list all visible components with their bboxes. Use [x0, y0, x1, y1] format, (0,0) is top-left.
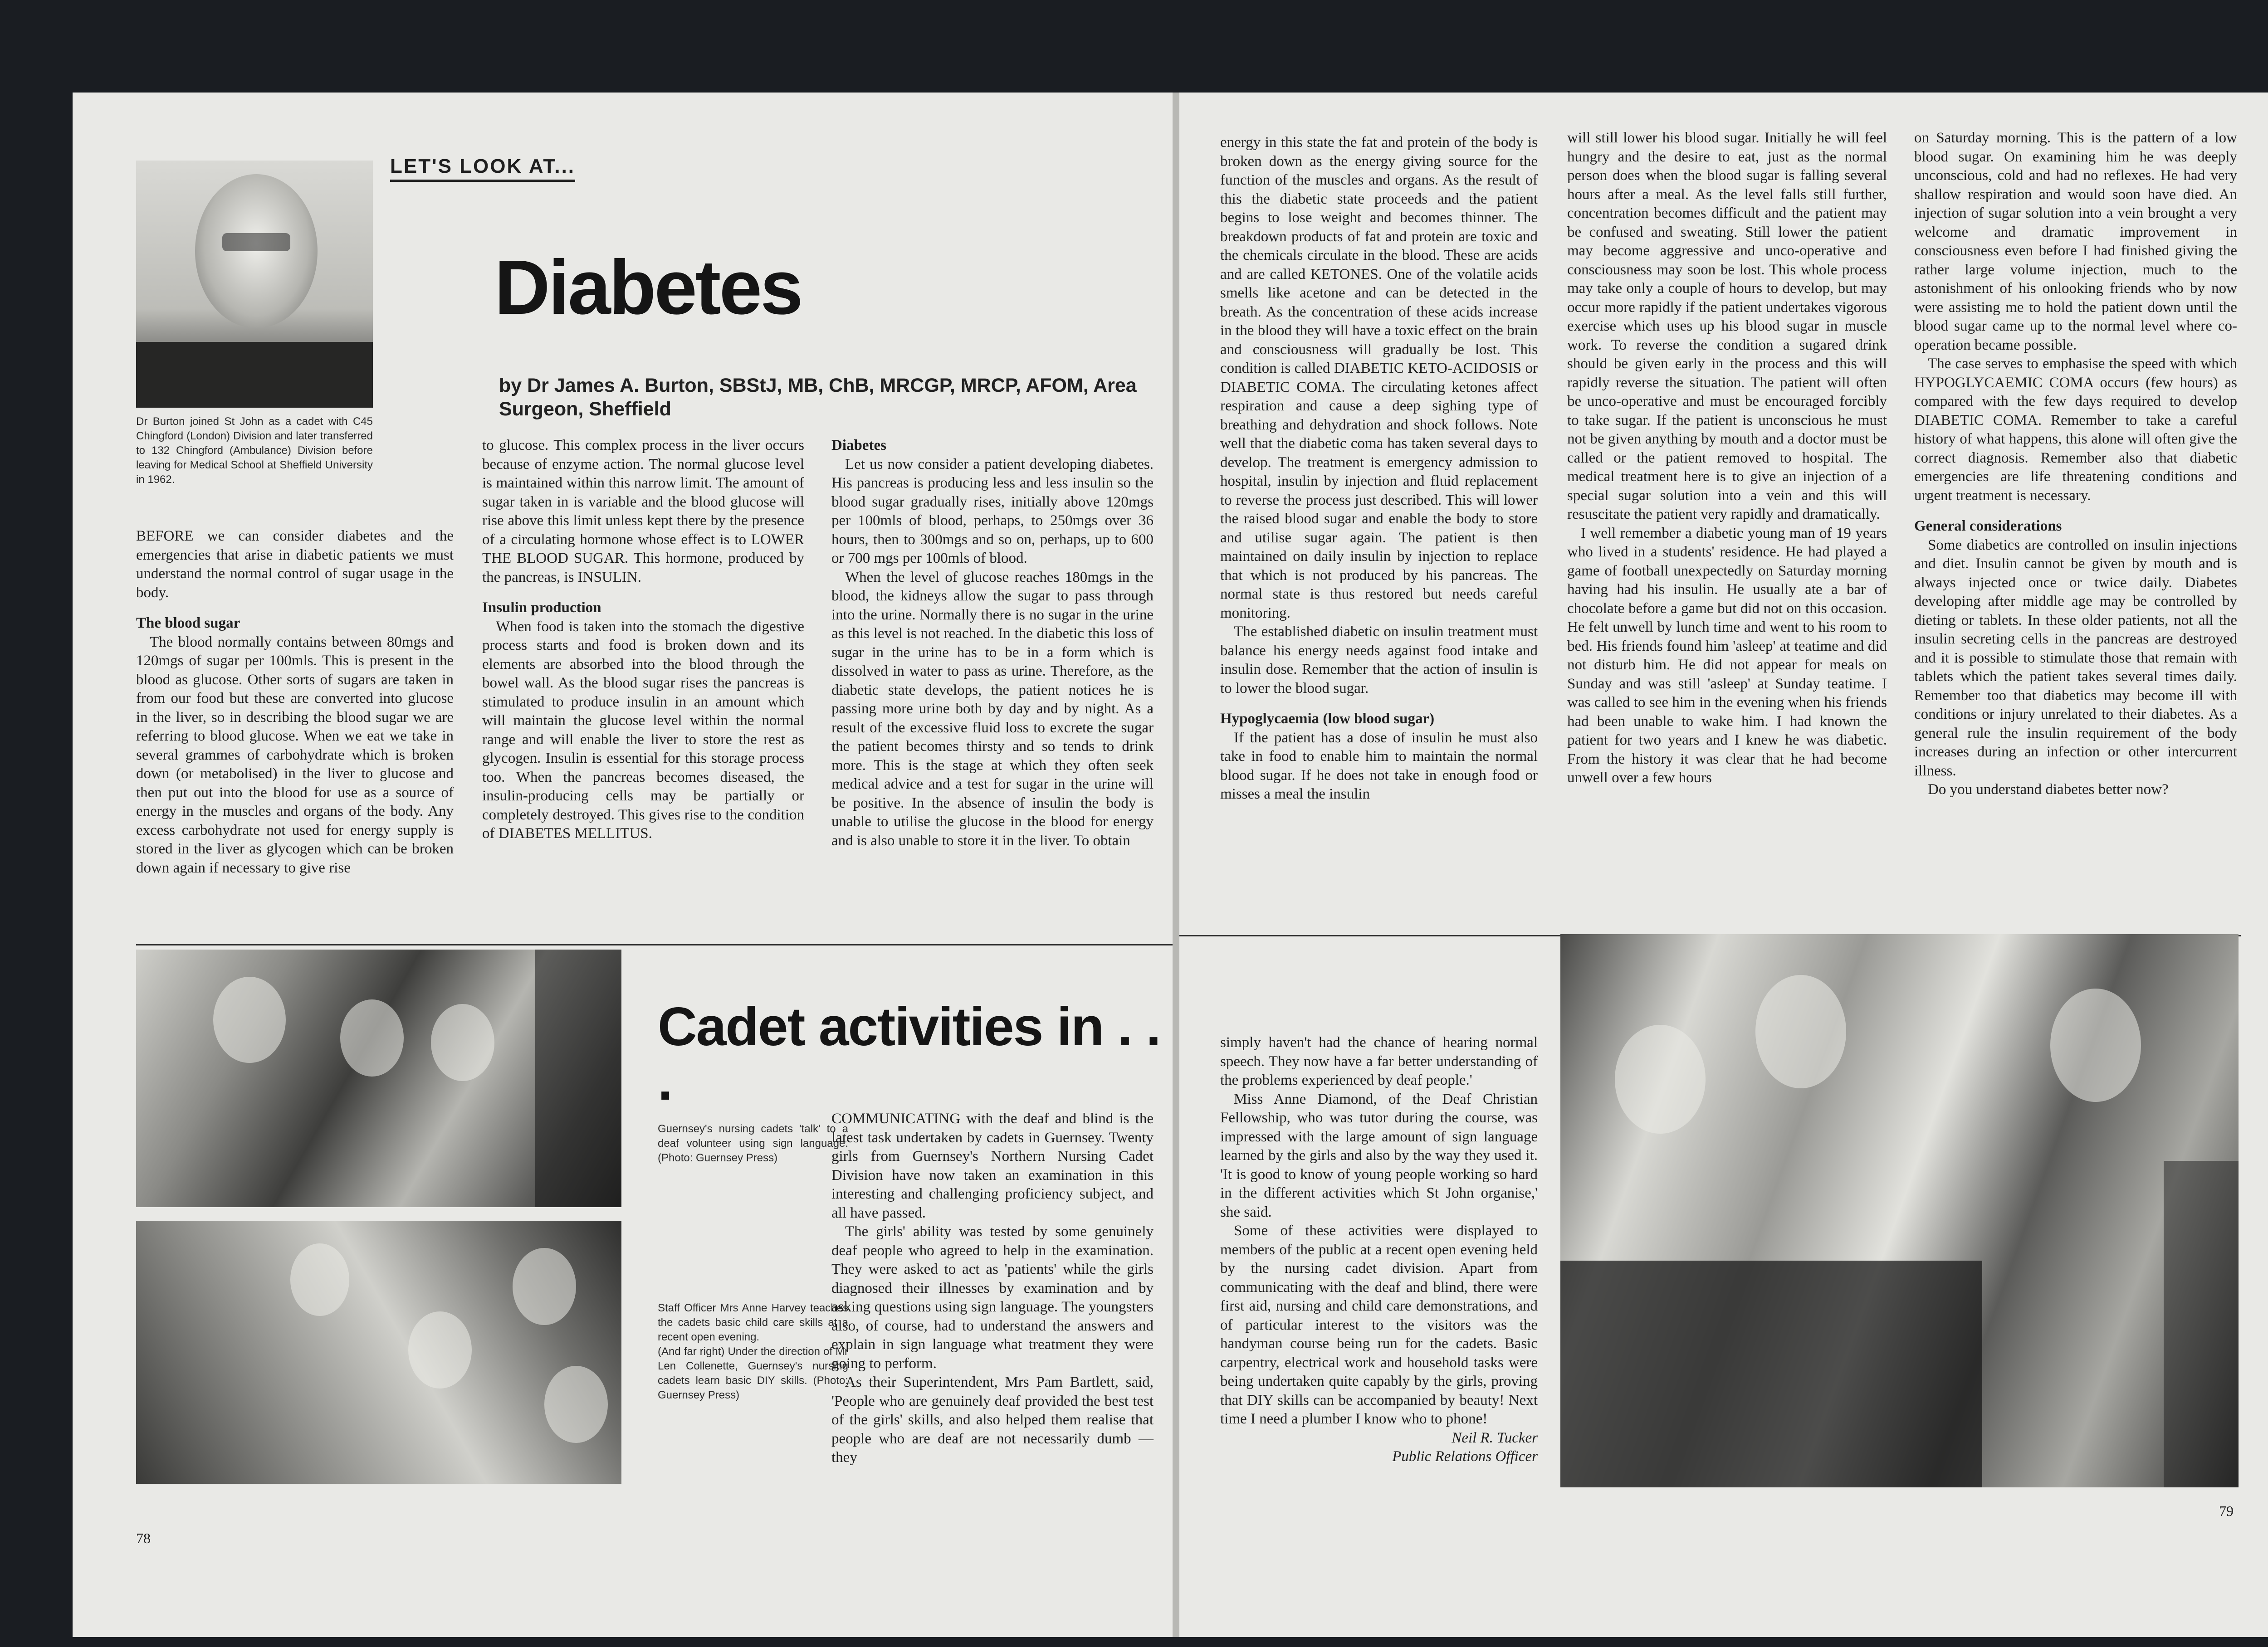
paragraph: The established diabetic on insulin treatment must balance his energy needs against food intake and insulin dose. Remember that the action of insulin is to lower the blood sugar.: [1220, 624, 1538, 697]
signature-name: Neil R. Tucker: [1452, 1429, 1538, 1446]
cadet-title: Cadet activities in . . .: [658, 996, 1160, 1111]
paragraph: Miss Anne Diamond, of the Deaf Christian Fellowship, who was tutor during the course, was impressed with the large amount of sign language learned by the girls and also by the way they used it. 'It is good to know of young people working so hard in the different activities which St John organise,' she said.: [1220, 1091, 1538, 1220]
byline: by Dr James A. Burton, SBStJ, MB, ChB, MRCGP, MRCP, AFOM, Area Surgeon, Sheffield: [499, 375, 1137, 420]
paragraph: COMMUNICATING with the deaf and blind is the latest task undertaken by cadets in Guernsey. Twenty girls from Guernsey's Northern Nursing Cadet Division have now taken an examination in this interesting and challenging proficiency subject, and all have passed.: [831, 1111, 1154, 1221]
section-heading: Insulin production: [482, 599, 601, 616]
paragraph: BEFORE we can consider diabetes and the emergencies that arise in diabetic patients we must understand the normal control of sugar usage in the body.: [136, 528, 454, 601]
diabetes-col-2: [482, 436, 804, 843]
paragraph: will still lower his blood sugar. Initially he will feel hungry and the desire to eat, just as the normal person does when the blood sugar is falling several hours after a meal. As the level falls still further, concentration becomes difficult and the patient may be confused and sweating. Still lower the patient may become aggressive and unco-operative and consciousness may soon be lost. This whole process may take only a couple of hours to develop, but may occur more rapidly if the patient undertakes vigorous exercise which uses up his blood sugar in muscle work. To reverse the condition a sugared drink should be given early in the process and this will rapidly reverse the situation. The patient will often be unco-operative and must be encouraged forcibly to take sugar. If the patient is unconscious he must not be given anything by mouth and a doctor must be called or the patient removed to hospital. The medical treatment here is to give an injection of a special sugar solution into a vein and this will resuscitate the patient very rapidly and dramatically.: [1567, 130, 1887, 522]
diabetes-col-6: [1914, 129, 2237, 799]
section-heading: The blood sugar: [136, 615, 240, 631]
photo-child-care: [136, 1221, 621, 1484]
diabetes-col-5: [1567, 129, 1887, 788]
paragraph: The case serves to emphasise the speed with which HYPOGLYCAEMIC COMA occurs (few hours) as compared with the few days required to develop DIABETIC COMA. Remember to take a careful history of what happens, this alone will often give the correct diagnosis. Remember also that diabetic emergencies are life threatening conditions and urgent treatment is necessary.: [1914, 356, 2237, 504]
diabetes-col-1: [136, 527, 454, 877]
cadet-col-right: [1220, 1033, 1538, 1467]
paragraph: Let us now consider a patient developing diabetes. His pancreas is producing less and less insulin so the blood sugar gradually rises, initially above 120mgs per 100mls of blood, perhaps, to 250mgs over 36 hours, then to 300mgs and so on, perhaps, up to 600 or 700 mgs per 100mls of blood.: [831, 456, 1154, 566]
caption-sign-language: Guernsey's nursing cadets 'talk' to a deaf volunteer using sign language. (Photo: Guernsey Press): [658, 1123, 848, 1164]
paragraph: I well remember a diabetic young man of 19 years who lived in a students' residence. He had played a game of football unexpectedly on Saturday morning having had his insulin. He usually ate a bar of chocolate before a game but did not on this occasion. He felt unwell by lunch time and went to his room to bed. His friends found him 'asleep' at teatime and did not disturb him. He did not appear for meals on Sunday and was still 'asleep' at Sunday teatime. I was called to see him in the evening when his friends had been unable to wake him. I had known the patient for two years and I knew he was diabetic. From the history it was clear that he had become unwell over a few hours: [1567, 525, 1887, 786]
portrait-caption: Dr Burton joined St John as a cadet with C45 Chingford (London) Division and later transferred to 132 Chingford (Ambulance) Division before leaving for Medical School at Sheffield University in 1962.: [136, 415, 373, 486]
paragraph: energy in this state the fat and protein of the body is broken down as the energy giving source for the function of the muscles and organs. As the result of this the diabetic state proceeds and the patient begins to lose weight and becomes thinner. The breakdown products of fat and protein are toxic and the chemicals circulate in the blood. These are acids and are called KETONES. One of the volatile acids smells like acetone and can be detected in the breath. As the concentration of these acids increase in the blood they will have a toxic effect on the brain and consciousness will gradually be lost. This condition is called DIABETIC KETO-ACIDOSIS or DIABETIC COMA. The circulating ketones affect respiration and cause a deep sighing type of breathing and dehydration and shock follows. Note well that the diabetic coma has taken several days to develop. The treatment is emergency admission to hospital, insulin by injection and fluid replacement to reverse the process just described. This will lower the raised blood sugar and enable the body to store and utilise sugar again. The patient is then maintained on daily insulin by injection to replace that which is not produced by his pancreas. The normal state is thus restored but needs careful monitoring.: [1220, 134, 1538, 621]
section-heading: General considerations: [1914, 518, 2062, 534]
portrait-photo: [136, 161, 373, 408]
paragraph: When the level of glucose reaches 180mgs in the blood, the kidneys allow the sugar to pass through into the urine. Normally there is no sugar in the urine as this level is not reached. In the diabetic this loss of sugar in the urine has to be in a form which is dissolved in water to pass as urine. Therefore, as the diabetic state develops, the patient notices he is passing more urine both by day and by night. As a result of the excessive fluid loss to excrete the sugar the patient becomes thirsty and so tends to drink more. This is the stage at which they often seek medical advice and a test for sugar in the urine will be positive. In the absence of insulin the body is unable to utilise the glucose in the blood for energy and is also unable to store it in the liver. To obtain: [831, 569, 1154, 849]
cadet-col-left: [831, 1110, 1154, 1467]
caption-child-care: [658, 1301, 848, 1403]
article-title: Diabetes: [494, 244, 802, 331]
spine-gutter: [1173, 93, 1179, 1637]
photo-sign-language: [136, 950, 621, 1207]
paragraph: Do you understand diabetes better now?: [1928, 781, 2169, 798]
photo-diy-skills: [1560, 934, 2239, 1487]
left-page: [73, 93, 1173, 1637]
right-page: [1179, 93, 2268, 1637]
caption-diy-text: (And far right) Under the direction of Mr Len Collenette, Guernsey's nursing cadets learn basic DIY skills. (Photo: Guernsey Press): [658, 1345, 848, 1401]
diabetes-col-3: [831, 436, 1154, 850]
section-heading: Hypoglycaemia (low blood sugar): [1220, 711, 1435, 727]
page-number-right: 79: [2219, 1503, 2234, 1519]
page-number-left: 78: [136, 1530, 151, 1546]
paragraph: If the patient has a dose of insulin he must also take in food to enable him to maintain the normal blood sugar. If he does not take in enough food or misses a meal the insulin: [1220, 729, 1538, 802]
paragraph: The blood normally contains between 80mgs and 120mgs of sugar per 100mls. This is present in the blood as glucose. Other sorts of sugars are taken in from our food but these are converted into glucose in the liver, so in describing the blood sugar we are referring to blood glucose. When we eat we take in several grammes of carbohydrate which is broken down (or metabolised) in the liver to glucose and then put out into the blood for use as a source of energy in the muscles and organs of the body. Any excess carbohydrate not used for energy supply is stored in the liver as glycogen which can be broken down again if necessary to give rise: [136, 633, 454, 876]
paragraph: Some of these activities were displayed to members of the public at a recent open evening held by the nursing cadet division. Apart from communicating with the deaf and blind, there were first aid, nursing and child care demonstrations, and of particular interest to the visitors was the handyman course being run for the cadets. Basic carpentry, electrical work and household tasks were being undertaken quite capably by the girls, proving that DIY skills can be accompanied by beauty! Next time I need a plumber I know who to phone!: [1220, 1223, 1538, 1427]
paragraph: The girls' ability was tested by some genuinely deaf people who agreed to help in the examination. They were asked to act as 'patients' while the girls diagnosed their illnesses by examination and by asking questions using sign language. The youngsters also, of course, had to understand the answers and explain in sign language what treatment they were going to perform.: [831, 1223, 1154, 1372]
diabetes-col-4: [1220, 133, 1538, 804]
signature-role: Public Relations Officer: [1392, 1448, 1538, 1465]
section-heading: Diabetes: [831, 437, 886, 453]
kicker: LET'S LOOK AT...: [390, 155, 575, 182]
section-divider: [136, 944, 1173, 945]
paragraph: to glucose. This complex process in the liver occurs because of enzyme action. The normal glucose level is maintained within this narrow limit. The amount of sugar taken in is variable and the blood glucose will rise above this limit unless kept there by the presence of a circulating hormone whose effect is to LOWER THE BLOOD SUGAR. This hormone, produced by the pancreas, is INSULIN.: [482, 437, 804, 585]
paragraph: When food is taken into the stomach the digestive process starts and food is broken down and its elements are absorbed into the blood through the bowel wall. As the blood sugar rises the pancreas is stimulated to produce insulin in an amount which will maintain the glucose level within the normal range and will enable the liver to store the rest as glycogen. Insulin is essential for this storage process too. When the pancreas becomes diseased, the insulin-producing cells may be partially or completely destroyed. This gives rise to the condition of DIABETES MELLITUS.: [482, 618, 804, 842]
paragraph: on Saturday morning. This is the pattern of a low blood sugar. On examining him he was deeply unconscious, cold and had no reflexes. He had very shallow respiration and would soon have died. An injection of sugar solution into a vein brought a very welcome and dramatic improvement in consciousness even before I had finished giving the rather large volume injection, much to the astonishment of his onlooking friends who by now were assisting me to hold the patient down until the blood sugar came up to the normal level where co-operation became possible.: [1914, 130, 2237, 353]
paragraph: simply haven't had the chance of hearing normal speech. They now have a far better understanding of the problems experienced by deaf people.': [1220, 1034, 1538, 1088]
paragraph: Some diabetics are controlled on insulin injections and diet. Insulin cannot be given by mouth and is always injected once or twice daily. Diabetes developing after middle age may be controlled by dieting or tablets. In these older patients, not all the insulin secreting cells in the pancreas are destroyed and it is possible to stimulate those that remain with tablets which the patient takes several times daily. Remember too that diabetics may become ill with conditions or injury unrelated to their diabetes. As a general rule the insulin requirement of the body increases during an infection or other intercurrent illness.: [1914, 536, 2237, 779]
paragraph: As their Superintendent, Mrs Pam Bartlett, said, 'People who are genuinely deaf provided the best test of the girls' skills, and also helped them realise that people who are deaf are not necessarily dumb — they: [831, 1374, 1154, 1466]
caption-child-care-text: Staff Officer Mrs Anne Harvey teaches the cadets basic child care skills at a recent open evening.: [658, 1302, 848, 1343]
